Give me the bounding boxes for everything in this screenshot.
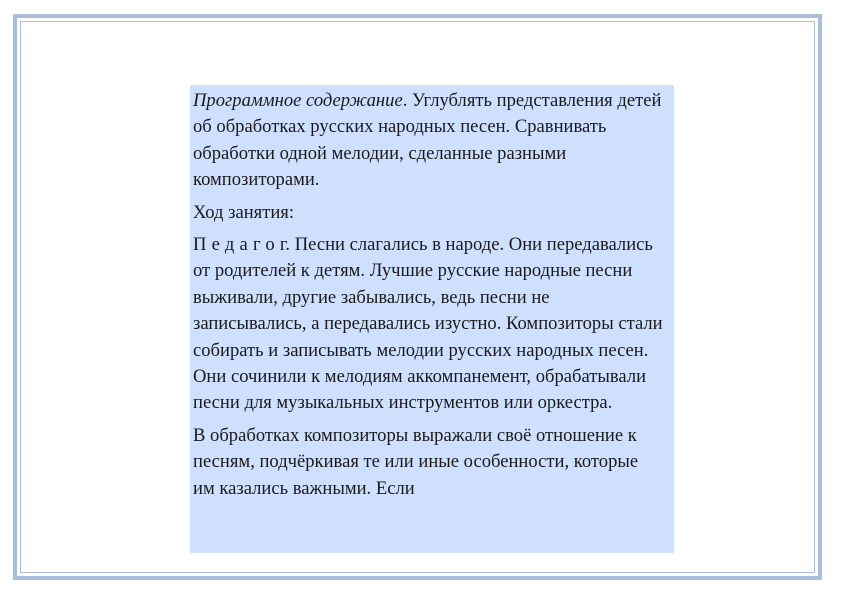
teacher-speaker-label: Педаго xyxy=(193,234,280,256)
paragraph-program-content xyxy=(193,88,664,194)
program-content-text: . Углублять представления детей об обработках русских народных песен. Сравнивать обработки одной мелодии, сделанные разными композиторами. xyxy=(193,90,662,191)
arrangements-text: В обработках композиторы выражали своё отношение к песням, подчёркивая те или иные особенности, которые им казались важными. Если xyxy=(193,424,639,499)
program-content-label: Программное содержание xyxy=(193,90,403,111)
paragraph-arrangements xyxy=(193,423,664,502)
teacher-speaker-label-end: г xyxy=(279,234,286,256)
paragraph-teacher-speech xyxy=(193,232,664,417)
paragraph-lesson-course xyxy=(193,200,664,226)
lesson-course-heading: Ход занятия: xyxy=(193,201,295,223)
text-block xyxy=(190,85,674,553)
teacher-speech-text: . Песни слагались в народе. Они передавались от родителей к детям. Лучшие русские народные песни выживали, другие забывались, ведь песни не записывались, а передавались изустно. Композиторы стали собирать и записывать мелодии русских народных песен. Они сочинили к мелодиям аккомпанемент, обрабатывали песни для музыкальных инструментов или оркестра. xyxy=(193,234,663,414)
